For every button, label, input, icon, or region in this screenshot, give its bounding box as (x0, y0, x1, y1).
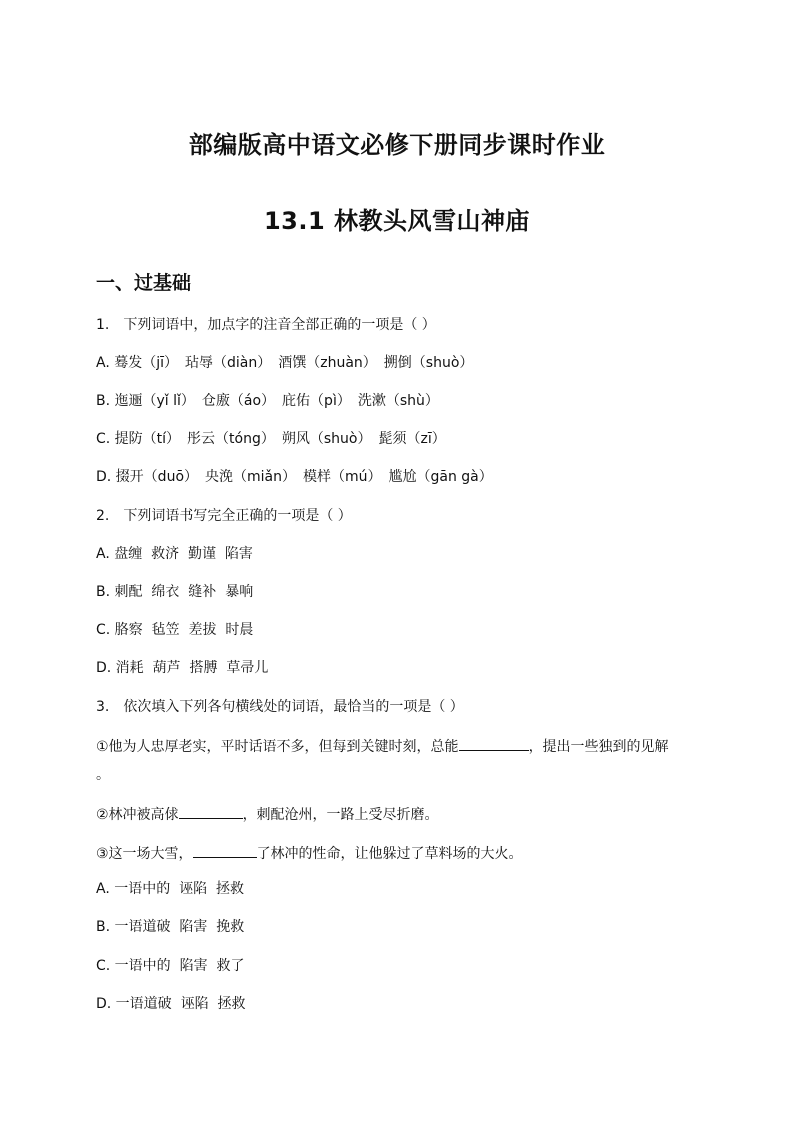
question-3-sentence-1 (96, 736, 669, 756)
question-2-stem: 2. 下列词语书写完全正确的一项是（ ） (96, 508, 352, 524)
question-1-option-a: A. 蓦发（jī） 玷辱（diàn） 酒馔（zhuàn） 搠倒（shuò） (96, 355, 474, 371)
question-3-stem: 3. 依次填入下列各句横线处的词语，最恰当的一项是（ ） (96, 699, 464, 715)
question-3-sentence-1-tail: 。 (96, 767, 110, 783)
sentence-1-start: ①他为人忠厚老实，平时话语不多，但每到关键时刻，总能 (96, 739, 459, 755)
document-title: 部编版高中语文必修下册同步课时作业 (188, 131, 606, 159)
question-2-option-d: D. 消耗 葫芦 搭膊 草帚儿 (96, 660, 269, 676)
question-3-option-b: B. 一语道破 陷害 挽救 (96, 919, 245, 935)
fill-blank-2 (179, 804, 243, 819)
sentence-3-end: 了林冲的性命，让他躲过了草料场的大火。 (256, 846, 523, 862)
section-heading: 一、过基础 (96, 272, 192, 294)
fill-blank-3 (193, 843, 257, 858)
question-3-sentence-3 (96, 843, 523, 863)
question-3-option-d: D. 一语道破 诬陷 拯救 (96, 996, 246, 1012)
question-3-option-a: A. 一语中的 诬陷 拯救 (96, 881, 245, 897)
sentence-3-start: ③这一场大雪， (96, 846, 193, 862)
sentence-2-end: ，刺配沧州，一路上受尽折磨。 (242, 807, 439, 823)
fill-blank-1 (459, 736, 529, 751)
question-1-option-c: C. 提防（tí） 彤云（tóng） 朔风（shuò） 髭须（zī） (96, 431, 446, 447)
question-2-option-b: B. 刺配 绵衣 缝补 暴响 (96, 584, 254, 600)
question-2-option-a: A. 盘缠 救济 勤谨 陷害 (96, 546, 253, 562)
question-3-sentence-2 (96, 804, 439, 824)
question-3-option-c: C. 一语中的 陷害 救了 (96, 958, 245, 974)
question-1-option-d: D. 掇开（duō） 央浼（miǎn） 模样（mú） 尴尬（gān gà） (96, 469, 493, 485)
question-1-option-b: B. 迤逦（yǐ lǐ） 仓廒（áo） 庇佑（pì） 洗漱（shù） (96, 393, 439, 409)
question-2-option-c: C. 胳察 毡笠 差拔 时晨 (96, 622, 254, 638)
document-subtitle: 13.1 林教头风雪山神庙 (263, 207, 531, 235)
sentence-1-end: ，提出一些独到的见解 (528, 739, 669, 755)
question-1-stem: 1. 下列词语中，加点字的注音全部正确的一项是（ ） (96, 317, 436, 333)
sentence-2-start: ②林冲被高俅 (96, 807, 179, 823)
